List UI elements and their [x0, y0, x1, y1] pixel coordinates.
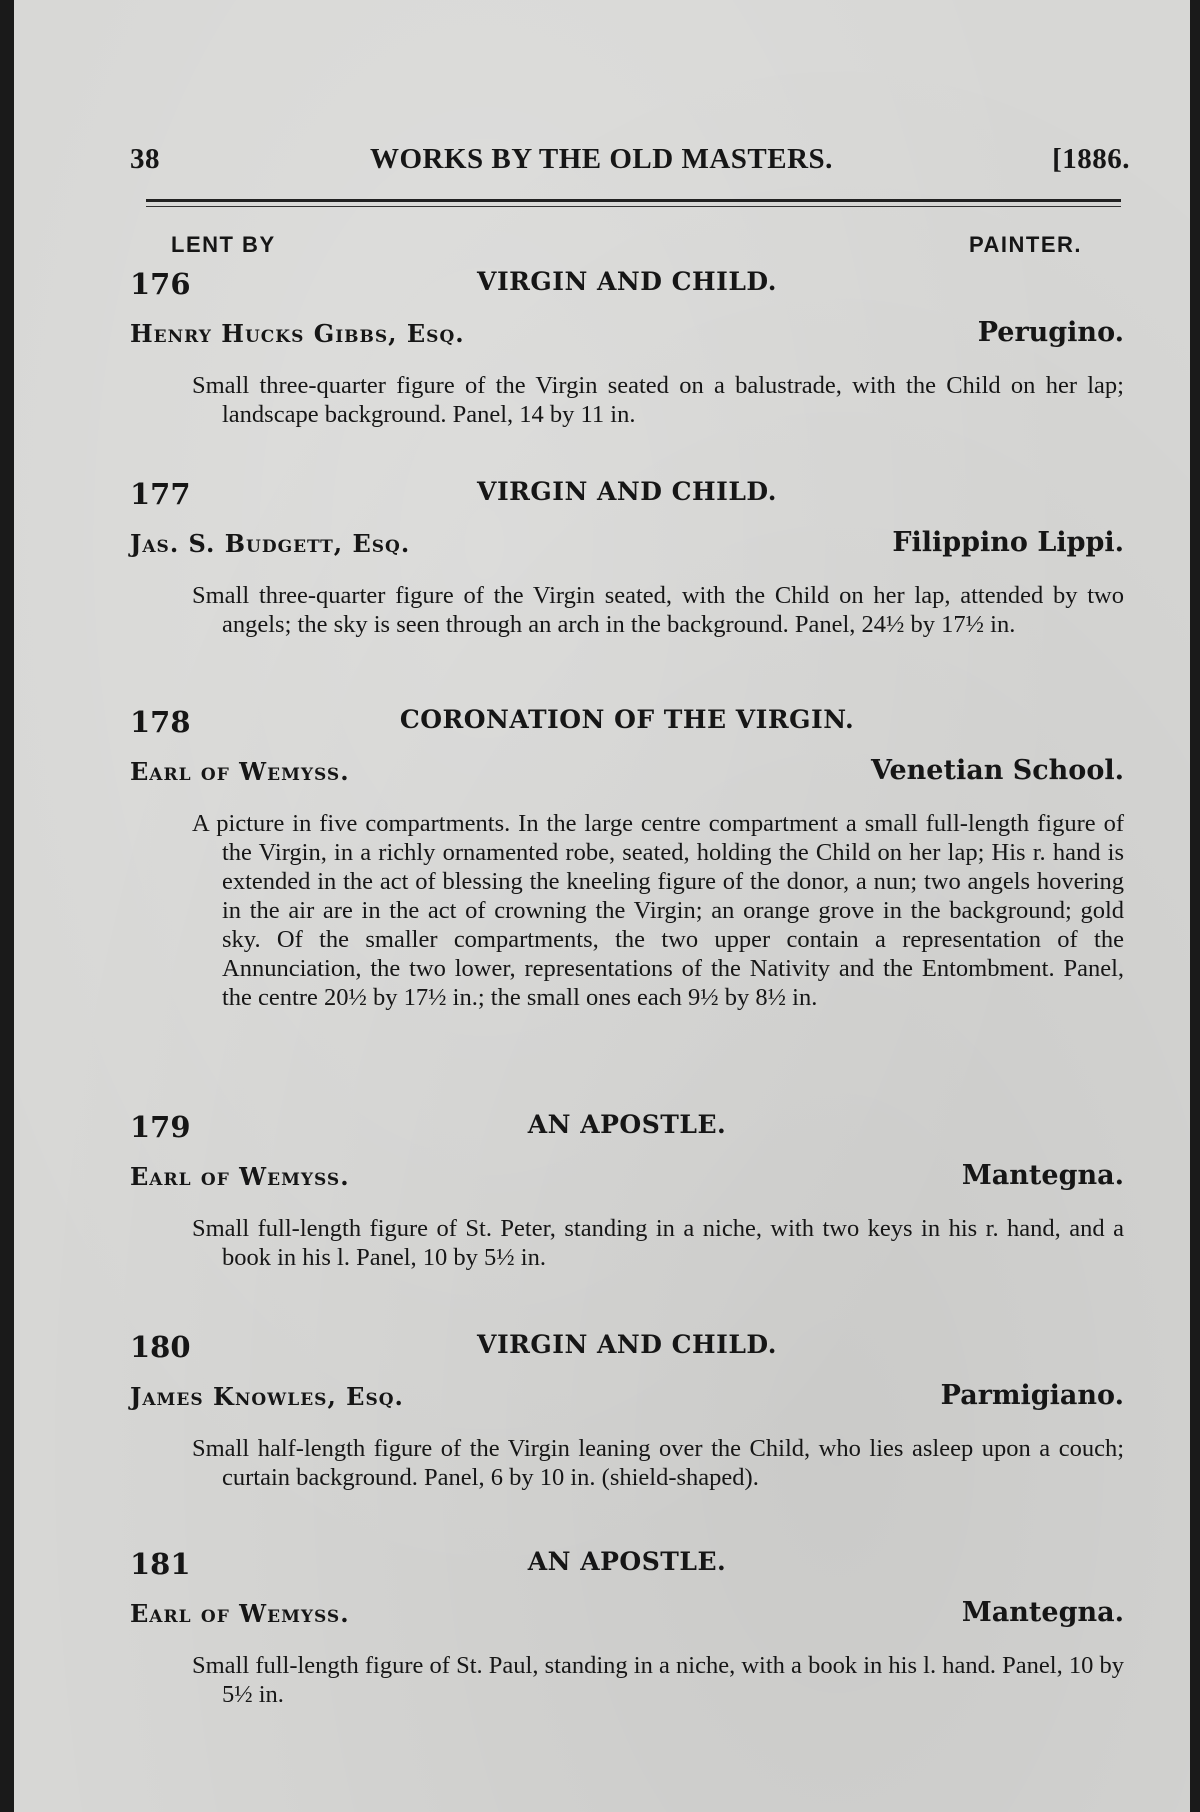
entry-description: Small full-length figure of St. Peter, standing in a niche, with two keys in his r. hand, and a book in his l. Panel, 10 by 5½ in.: [192, 1215, 1124, 1271]
entry-number: 180: [130, 1330, 191, 1364]
column-header-painter: PAINTER.: [968, 232, 1082, 257]
entry-lender: Henry Hucks Gibbs, Esq.: [130, 319, 465, 348]
running-head: [130, 143, 1130, 183]
entry-title: VIRGIN AND CHILD.: [477, 477, 777, 506]
entry-painter: Parmigiano.: [940, 1380, 1124, 1411]
entry-number: 178: [130, 705, 191, 739]
entry-number: 181: [130, 1547, 191, 1581]
entry-number: 177: [130, 477, 191, 511]
entry-number: 179: [130, 1110, 191, 1144]
entry-description: Small three-quarter figure of the Virgin seated on a balustrade, with the Child on her lap; landscape background. Panel, 14 by 11 in.: [192, 372, 1124, 428]
page-number: 38: [130, 143, 160, 175]
entry-title: AN APOSTLE.: [527, 1547, 727, 1576]
entry-lender: Earl of Wemyss.: [130, 1599, 350, 1628]
running-title: WORKS BY THE OLD MASTERS.: [370, 143, 833, 175]
entry-lender: Jas. S. Budgett, Esq.: [130, 529, 411, 558]
column-header-lent-by: LENT BY: [171, 232, 276, 257]
entry-painter: Perugino.: [977, 317, 1124, 348]
running-year: [1886.: [1052, 143, 1130, 175]
entry-description: A picture in five compartments. In the large centre compartment a small full-length figure of the Virgin, in a richly ornamented robe, seated, holding the Child on her lap; His r. hand is extended in the act of blessing the kneeling figure of the donor, a nun; two angels hovering in the air are in the act of crowning the Virgin; an orange grove in the background; gold sky. Of the smaller compartments, the two upper contain a representation of the Annunciation, the two lower, representations of the Nativity and the Entombment. Panel, the centre 20½ by 17½ in.; the small ones each 9½ by 8½ in.: [192, 810, 1124, 1011]
entry-painter: Mantegna.: [961, 1597, 1124, 1628]
entry-description: Small three-quarter figure of the Virgin seated, with the Child on her lap, attended by two angels; the sky is seen through an arch in the background. Panel, 24½ by 17½ in.: [192, 582, 1124, 638]
entry-painter: Mantegna.: [961, 1160, 1124, 1191]
entry-painter: Filippino Lippi.: [892, 527, 1124, 558]
entry-lender: Earl of Wemyss.: [130, 757, 350, 786]
entry-description: Small full-length figure of St. Paul, standing in a niche, with a book in his l. hand. Panel, 10 by 5½ in.: [192, 1652, 1124, 1708]
entry-painter: Venetian School.: [871, 755, 1124, 786]
entry-description: Small half-length figure of the Virgin leaning over the Child, who lies asleep upon a couch; curtain background. Panel, 6 by 10 in. (shield-shaped).: [192, 1435, 1124, 1491]
entry-title: CORONATION OF THE VIRGIN.: [399, 705, 855, 734]
entry-title: VIRGIN AND CHILD.: [477, 1330, 777, 1359]
entry-title: AN APOSTLE.: [527, 1110, 727, 1139]
entry-lender: Earl of Wemyss.: [130, 1162, 350, 1191]
entry-lender: James Knowles, Esq.: [130, 1382, 404, 1411]
header-rule-thick: [146, 199, 1121, 202]
entry-number: 176: [130, 267, 191, 301]
entry-title: VIRGIN AND CHILD.: [477, 267, 777, 296]
catalogue-page: [14, 0, 1190, 1812]
header-rule-thin: [146, 206, 1121, 207]
